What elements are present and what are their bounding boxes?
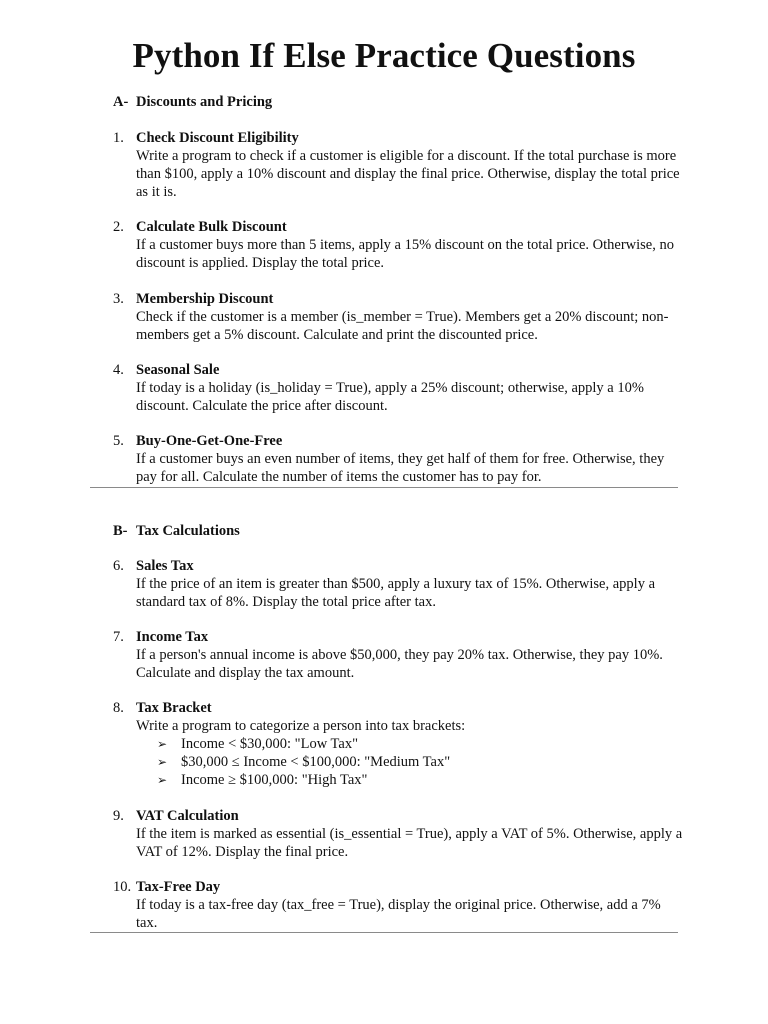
list-item bbox=[136, 753, 683, 771]
question-text: If the price of an item is greater than $500, apply a luxury tax of 15%. Otherwise, apply a standard tax of 8%. Display the total price after tax. bbox=[136, 576, 656, 610]
question-item bbox=[113, 878, 683, 932]
bullet-text: $30,000 ≤ Income < $100,000: "Medium Tax" bbox=[181, 754, 451, 770]
page-title: Python If Else Practice Questions bbox=[132, 36, 636, 75]
section-letter: B- bbox=[113, 523, 128, 539]
question-item bbox=[113, 807, 683, 861]
question-item bbox=[113, 628, 683, 682]
question-title: Calculate Bulk Discount bbox=[136, 219, 287, 235]
question-text: If the item is marked as essential (is_essential = True), apply a VAT of 5%. Otherwise, apply a VAT of 12%. Display the final price. bbox=[136, 826, 683, 860]
question-item bbox=[113, 432, 683, 486]
bullet-text: Income < $30,000: "Low Tax" bbox=[181, 736, 358, 752]
question-title: Check Discount Eligibility bbox=[136, 130, 299, 146]
question-title: Membership Discount bbox=[136, 291, 274, 307]
arrow-bullet-icon: ➢ bbox=[157, 737, 168, 751]
question-item bbox=[113, 290, 683, 344]
question-number: 4. bbox=[113, 362, 124, 378]
question-text: If today is a holiday (is_holiday = True), apply a 25% discount; otherwise, apply a 10% discount. Calculate the price after discount. bbox=[136, 380, 644, 414]
question-item bbox=[113, 557, 683, 611]
section-divider bbox=[90, 487, 678, 488]
question-number: 10. bbox=[113, 879, 132, 895]
question-text: Write a program to categorize a person into tax brackets: bbox=[136, 718, 466, 734]
question-text: Check if the customer is a member (is_member = True). Members get a 20% discount; non-members get a 5% discount. Calculate and print the discounted price. bbox=[136, 309, 669, 343]
arrow-bullet-icon: ➢ bbox=[157, 773, 168, 787]
question-text: Write a program to check if a customer is eligible for a discount. If the total purchase is more than $100, apply a 10% discount and display the final price. Otherwise, display the total price as it is. bbox=[136, 148, 680, 200]
question-text: If a customer buys an even number of items, they get half of them for free. Otherwise, they pay for all. Calculate the number of items the customer has to pay for. bbox=[136, 451, 665, 485]
question-item bbox=[113, 129, 683, 201]
question-number: 7. bbox=[113, 629, 124, 645]
question-number: 2. bbox=[113, 219, 124, 235]
list-item bbox=[136, 771, 683, 789]
question-item bbox=[113, 699, 683, 789]
question-title: VAT Calculation bbox=[136, 808, 239, 824]
section-divider bbox=[90, 932, 678, 933]
question-title: Tax Bracket bbox=[136, 700, 212, 716]
question-number: 1. bbox=[113, 130, 124, 146]
question-title: Seasonal Sale bbox=[136, 362, 220, 378]
section-letter: A- bbox=[113, 94, 129, 110]
question-number: 9. bbox=[113, 808, 124, 824]
list-item bbox=[136, 735, 683, 753]
question-text: If a customer buys more than 5 items, apply a 15% discount on the total price. Otherwise, no discount is applied. Display the total price. bbox=[136, 237, 674, 271]
question-number: 8. bbox=[113, 700, 124, 716]
section-label: Tax Calculations bbox=[136, 523, 240, 539]
section-label: Discounts and Pricing bbox=[136, 94, 273, 110]
section-heading-b bbox=[113, 522, 240, 540]
section-heading-a bbox=[113, 93, 272, 111]
bullet-text: Income ≥ $100,000: "High Tax" bbox=[181, 772, 368, 788]
question-number: 6. bbox=[113, 558, 124, 574]
question-title: Tax-Free Day bbox=[136, 879, 221, 895]
question-number: 5. bbox=[113, 433, 124, 449]
arrow-bullet-icon: ➢ bbox=[157, 755, 168, 769]
bullet-list bbox=[136, 735, 683, 789]
question-number: 3. bbox=[113, 291, 124, 307]
question-item bbox=[113, 218, 683, 272]
question-title: Buy-One-Get-One-Free bbox=[136, 433, 283, 449]
question-title: Sales Tax bbox=[136, 558, 194, 574]
question-item bbox=[113, 361, 683, 415]
question-text: If today is a tax-free day (tax_free = True), display the original price. Otherwise, add a 7% tax. bbox=[136, 897, 661, 931]
question-title: Income Tax bbox=[136, 629, 209, 645]
question-text: If a person's annual income is above $50,000, they pay 20% tax. Otherwise, they pay 10%. Calculate and display the tax amount. bbox=[136, 647, 663, 681]
